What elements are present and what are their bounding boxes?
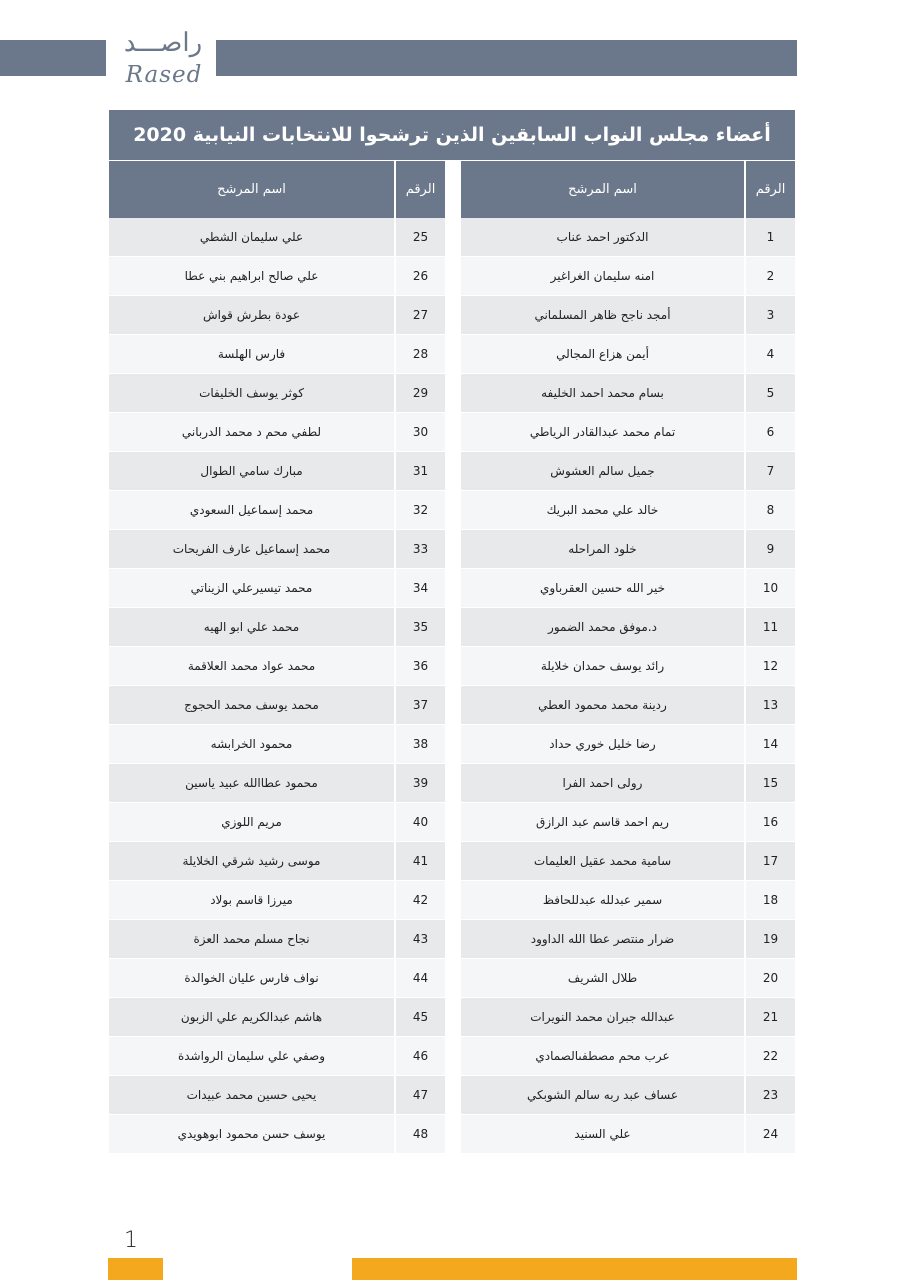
candidate-name: تمام محمد عبدالقادر الرياطي xyxy=(461,413,744,452)
table-row xyxy=(461,1076,795,1115)
candidate-name: عبدالله جبران محمد النويرات xyxy=(461,998,744,1037)
candidate-number: 47 xyxy=(394,1076,445,1115)
table-row xyxy=(109,959,445,998)
table-row xyxy=(109,1076,445,1115)
table-body xyxy=(461,218,795,1154)
candidate-name: رولى احمد الفرا xyxy=(461,764,744,803)
candidate-name: بسام محمد احمد الخليفه xyxy=(461,374,744,413)
candidate-name: عرب محم مصطفىالصمادي xyxy=(461,1037,744,1076)
table-row xyxy=(109,881,445,920)
table-row xyxy=(109,296,445,335)
candidate-number: 39 xyxy=(394,764,445,803)
table-row xyxy=(109,452,445,491)
candidate-number: 29 xyxy=(394,374,445,413)
candidate-name: محمد علي ابو الهيه xyxy=(109,608,394,647)
candidate-number: 36 xyxy=(394,647,445,686)
table-row xyxy=(109,1037,445,1076)
candidate-number: 22 xyxy=(744,1037,795,1076)
candidate-name: علي سليمان الشطي xyxy=(109,218,394,257)
table-header-row xyxy=(109,160,445,218)
candidate-name: محمد إسماعيل عارف الفريحات xyxy=(109,530,394,569)
candidate-number: 9 xyxy=(744,530,795,569)
table-row xyxy=(109,1115,445,1154)
candidate-name: أيمن هزاع المجالي xyxy=(461,335,744,374)
candidate-number: 2 xyxy=(744,257,795,296)
candidate-name: محمد إسماعيل السعودي xyxy=(109,491,394,530)
table-row xyxy=(109,998,445,1037)
candidate-number: 16 xyxy=(744,803,795,842)
candidate-number: 12 xyxy=(744,647,795,686)
candidate-name: هاشم عبدالكريم علي الزبون xyxy=(109,998,394,1037)
candidate-number: 38 xyxy=(394,725,445,764)
candidate-number: 30 xyxy=(394,413,445,452)
table-row xyxy=(109,491,445,530)
candidate-number: 21 xyxy=(744,998,795,1037)
candidate-number: 33 xyxy=(394,530,445,569)
logo-arabic: راصـــد xyxy=(123,28,203,58)
table-row xyxy=(461,530,795,569)
table-row xyxy=(461,998,795,1037)
candidate-number: 23 xyxy=(744,1076,795,1115)
footer-bar-left xyxy=(108,1258,163,1280)
column-header-name: اسم المرشح xyxy=(461,160,744,218)
candidate-number: 14 xyxy=(744,725,795,764)
candidate-name: لطفي محم د محمد الدرباني xyxy=(109,413,394,452)
table-row xyxy=(109,842,445,881)
candidate-number: 48 xyxy=(394,1115,445,1154)
candidate-name: ضرار منتصر عطا الله الداوود xyxy=(461,920,744,959)
column-header-number: الرقم xyxy=(744,160,795,218)
candidate-name: الدكتور احمد عناب xyxy=(461,218,744,257)
candidate-number: 41 xyxy=(394,842,445,881)
header-band-right xyxy=(216,40,797,76)
candidate-name: وصفي علي سليمان الرواشدة xyxy=(109,1037,394,1076)
candidate-name: علي صالح ابراهيم بني عطا xyxy=(109,257,394,296)
table-row xyxy=(109,764,445,803)
candidate-number: 27 xyxy=(394,296,445,335)
table-row xyxy=(461,335,795,374)
table-row xyxy=(461,569,795,608)
candidate-name: محمود عطاالله عبيد ياسين xyxy=(109,764,394,803)
table-row xyxy=(461,842,795,881)
candidate-name: جميل سالم العشوش xyxy=(461,452,744,491)
candidate-name: عساف عبد ربه سالم الشوبكي xyxy=(461,1076,744,1115)
table-row xyxy=(461,803,795,842)
table-row xyxy=(109,374,445,413)
candidate-name: خالد علي محمد البريك xyxy=(461,491,744,530)
table-title: أعضاء مجلس النواب السابقين الذين ترشحوا للانتخابات النيابية 2020 xyxy=(109,110,795,160)
candidate-number: 11 xyxy=(744,608,795,647)
table-row xyxy=(461,1115,795,1154)
table-row xyxy=(461,920,795,959)
table-row xyxy=(109,686,445,725)
candidate-number: 34 xyxy=(394,569,445,608)
candidate-number: 42 xyxy=(394,881,445,920)
candidate-number: 17 xyxy=(744,842,795,881)
table-row xyxy=(109,725,445,764)
table-body xyxy=(109,218,445,1154)
candidate-number: 45 xyxy=(394,998,445,1037)
candidate-number: 37 xyxy=(394,686,445,725)
table-row xyxy=(461,686,795,725)
candidate-name: محمد عواد محمد العلاقمة xyxy=(109,647,394,686)
candidate-number: 26 xyxy=(394,257,445,296)
candidate-name: امنه سليمان الغراغير xyxy=(461,257,744,296)
column-header-name: اسم المرشح xyxy=(109,160,394,218)
table-row xyxy=(461,491,795,530)
candidate-name: ريم احمد قاسم عبد الرازق xyxy=(461,803,744,842)
table-row xyxy=(109,218,445,257)
candidate-name: عودة بطرش قواش xyxy=(109,296,394,335)
candidate-number: 44 xyxy=(394,959,445,998)
table-row xyxy=(461,764,795,803)
candidate-name: د.موفق محمد الضمور xyxy=(461,608,744,647)
candidate-number: 40 xyxy=(394,803,445,842)
table-row xyxy=(461,881,795,920)
table-row xyxy=(461,959,795,998)
candidate-name: مبارك سامي الطوال xyxy=(109,452,394,491)
candidates-table-right xyxy=(461,160,795,1154)
table-row xyxy=(109,608,445,647)
candidate-name: ميرزا قاسم بولاد xyxy=(109,881,394,920)
candidate-name: كوثر يوسف الخليفات xyxy=(109,374,394,413)
table-row xyxy=(461,647,795,686)
candidate-number: 8 xyxy=(744,491,795,530)
candidate-number: 28 xyxy=(394,335,445,374)
candidate-number: 25 xyxy=(394,218,445,257)
logo-latin: Rased xyxy=(125,62,203,88)
candidate-name: خير الله حسين العقرباوي xyxy=(461,569,744,608)
table-row xyxy=(109,530,445,569)
table-header-row xyxy=(461,160,795,218)
candidate-number: 1 xyxy=(744,218,795,257)
page-number: 1 xyxy=(124,1228,138,1253)
table-row xyxy=(109,257,445,296)
footer-bar-right xyxy=(352,1258,797,1280)
candidate-name: رائد يوسف حمدان خلايلة xyxy=(461,647,744,686)
candidate-number: 5 xyxy=(744,374,795,413)
candidate-number: 43 xyxy=(394,920,445,959)
candidate-name: محمد يوسف محمد الحجوج xyxy=(109,686,394,725)
table-row xyxy=(109,569,445,608)
candidate-name: يوسف حسن محمود ابوهويدي xyxy=(109,1115,394,1154)
candidate-name: نجاح مسلم محمد العزة xyxy=(109,920,394,959)
candidate-number: 15 xyxy=(744,764,795,803)
candidate-number: 19 xyxy=(744,920,795,959)
candidate-number: 13 xyxy=(744,686,795,725)
candidate-name: علي السنيد xyxy=(461,1115,744,1154)
candidate-number: 35 xyxy=(394,608,445,647)
candidate-number: 6 xyxy=(744,413,795,452)
candidate-number: 46 xyxy=(394,1037,445,1076)
candidate-number: 7 xyxy=(744,452,795,491)
table-row xyxy=(461,257,795,296)
table-row xyxy=(461,1037,795,1076)
candidate-name: سمير عبدلله عبدللحافظ xyxy=(461,881,744,920)
candidate-name: موسى رشيد شرقي الخلايلة xyxy=(109,842,394,881)
candidate-name: فارس الهلسة xyxy=(109,335,394,374)
candidate-number: 18 xyxy=(744,881,795,920)
table-row xyxy=(461,374,795,413)
column-header-number: الرقم xyxy=(394,160,445,218)
table-row xyxy=(109,335,445,374)
table-row xyxy=(461,725,795,764)
candidate-name: أمجد ناجح ظاهر المسلماني xyxy=(461,296,744,335)
table-row xyxy=(461,218,795,257)
candidate-number: 32 xyxy=(394,491,445,530)
table-row xyxy=(461,608,795,647)
candidate-name: رضا خليل خوري حداد xyxy=(461,725,744,764)
table-row xyxy=(461,296,795,335)
table-row xyxy=(109,920,445,959)
candidate-name: نواف فارس عليان الخوالدة xyxy=(109,959,394,998)
candidate-number: 31 xyxy=(394,452,445,491)
candidate-name: مريم اللوزي xyxy=(109,803,394,842)
table-row xyxy=(109,803,445,842)
candidate-name: ردينة محمد محمود العطي xyxy=(461,686,744,725)
header-band-left xyxy=(0,40,106,76)
candidate-name: محمد تيسيرعلي الزيناتي xyxy=(109,569,394,608)
candidate-name: طلال الشريف xyxy=(461,959,744,998)
table-row xyxy=(461,452,795,491)
candidate-name: يحيى حسين محمد عبيدات xyxy=(109,1076,394,1115)
table-row xyxy=(109,413,445,452)
candidate-name: محمود الخرابشه xyxy=(109,725,394,764)
candidate-number: 4 xyxy=(744,335,795,374)
candidate-number: 20 xyxy=(744,959,795,998)
candidate-number: 24 xyxy=(744,1115,795,1154)
table-row xyxy=(109,647,445,686)
candidate-number: 3 xyxy=(744,296,795,335)
candidates-table-left xyxy=(109,160,445,1154)
table-row xyxy=(461,413,795,452)
candidate-name: سامية محمد عقيل العليمات xyxy=(461,842,744,881)
candidate-number: 10 xyxy=(744,569,795,608)
candidate-name: خلود المراحله xyxy=(461,530,744,569)
